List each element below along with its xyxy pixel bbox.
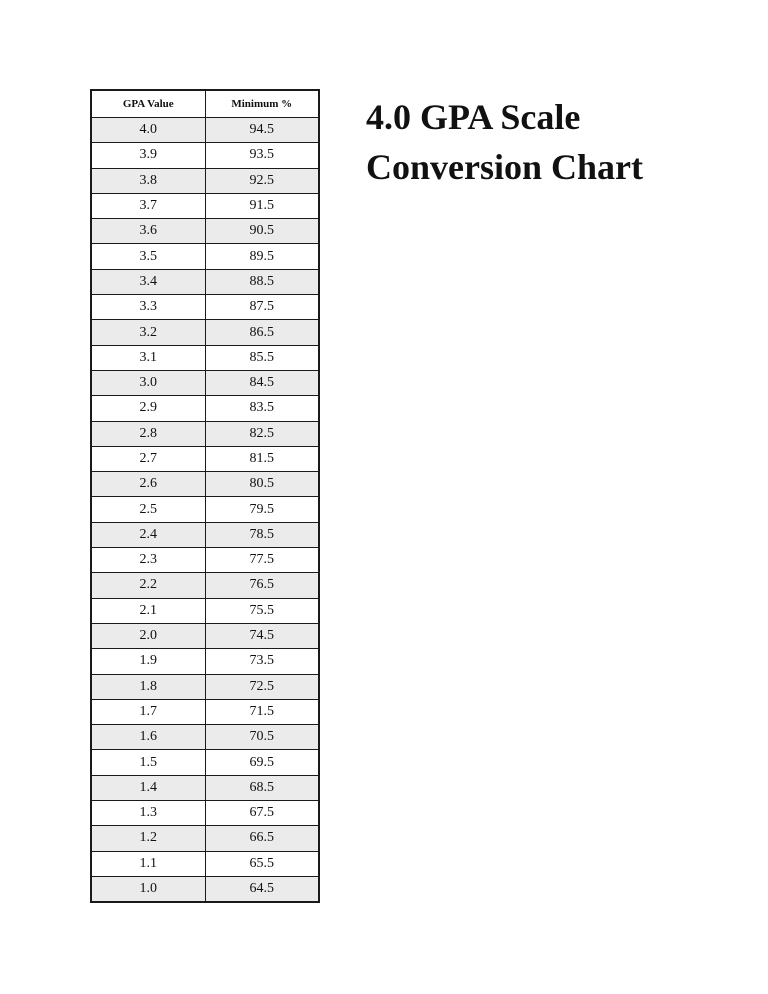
minimum-percent-cell: 84.5 <box>205 370 319 395</box>
minimum-percent-cell: 88.5 <box>205 269 319 294</box>
title-line-2: Conversion Chart <box>366 147 643 187</box>
table-row <box>91 674 319 699</box>
minimum-percent-cell: 75.5 <box>205 598 319 623</box>
minimum-percent-cell: 85.5 <box>205 345 319 370</box>
table-row <box>91 826 319 851</box>
table-row <box>91 725 319 750</box>
minimum-percent-cell: 93.5 <box>205 143 319 168</box>
gpa-value-cell: 1.5 <box>91 750 205 775</box>
gpa-value-cell: 3.5 <box>91 244 205 269</box>
table-row <box>91 699 319 724</box>
minimum-percent-cell: 89.5 <box>205 244 319 269</box>
gpa-value-cell: 1.7 <box>91 699 205 724</box>
table-row <box>91 370 319 395</box>
table-row <box>91 295 319 320</box>
minimum-percent-cell: 67.5 <box>205 801 319 826</box>
minimum-percent-cell: 77.5 <box>205 548 319 573</box>
minimum-percent-cell: 90.5 <box>205 219 319 244</box>
minimum-percent-cell: 82.5 <box>205 421 319 446</box>
table-row <box>91 168 319 193</box>
table-row <box>91 598 319 623</box>
gpa-value-cell: 3.1 <box>91 345 205 370</box>
minimum-percent-cell: 68.5 <box>205 775 319 800</box>
minimum-percent-cell: 79.5 <box>205 497 319 522</box>
table-row <box>91 472 319 497</box>
table-row <box>91 396 319 421</box>
minimum-percent-cell: 72.5 <box>205 674 319 699</box>
table-row <box>91 421 319 446</box>
minimum-percent-cell: 74.5 <box>205 623 319 648</box>
minimum-percent-cell: 69.5 <box>205 750 319 775</box>
header-minimum-percent: Minimum % <box>205 90 319 118</box>
table-row <box>91 345 319 370</box>
gpa-value-cell: 1.2 <box>91 826 205 851</box>
minimum-percent-cell: 91.5 <box>205 193 319 218</box>
table-row <box>91 573 319 598</box>
gpa-value-cell: 2.0 <box>91 623 205 648</box>
gpa-value-cell: 2.9 <box>91 396 205 421</box>
gpa-value-cell: 2.1 <box>91 598 205 623</box>
gpa-value-cell: 1.6 <box>91 725 205 750</box>
gpa-value-cell: 3.8 <box>91 168 205 193</box>
table-row <box>91 750 319 775</box>
table-row <box>91 623 319 648</box>
gpa-conversion-table <box>90 89 320 903</box>
table-row <box>91 497 319 522</box>
table-row <box>91 851 319 876</box>
minimum-percent-cell: 66.5 <box>205 826 319 851</box>
minimum-percent-cell: 64.5 <box>205 876 319 902</box>
gpa-value-cell: 3.0 <box>91 370 205 395</box>
table-row <box>91 801 319 826</box>
gpa-value-cell: 3.9 <box>91 143 205 168</box>
minimum-percent-cell: 87.5 <box>205 295 319 320</box>
page-title <box>366 92 643 192</box>
gpa-value-cell: 2.4 <box>91 522 205 547</box>
minimum-percent-cell: 94.5 <box>205 118 319 143</box>
gpa-value-cell: 3.7 <box>91 193 205 218</box>
table-row <box>91 876 319 902</box>
minimum-percent-cell: 83.5 <box>205 396 319 421</box>
table-row <box>91 269 319 294</box>
gpa-value-cell: 1.9 <box>91 649 205 674</box>
gpa-value-cell: 3.4 <box>91 269 205 294</box>
gpa-value-cell: 3.3 <box>91 295 205 320</box>
gpa-value-cell: 2.6 <box>91 472 205 497</box>
minimum-percent-cell: 81.5 <box>205 446 319 471</box>
gpa-value-cell: 2.8 <box>91 421 205 446</box>
gpa-value-cell: 2.5 <box>91 497 205 522</box>
gpa-value-cell: 3.6 <box>91 219 205 244</box>
table-row <box>91 193 319 218</box>
header-gpa-value: GPA Value <box>91 90 205 118</box>
table-row <box>91 118 319 143</box>
table-row <box>91 548 319 573</box>
gpa-value-cell: 2.3 <box>91 548 205 573</box>
minimum-percent-cell: 92.5 <box>205 168 319 193</box>
minimum-percent-cell: 70.5 <box>205 725 319 750</box>
gpa-value-cell: 1.8 <box>91 674 205 699</box>
gpa-value-cell: 1.3 <box>91 801 205 826</box>
gpa-value-cell: 1.4 <box>91 775 205 800</box>
table-row <box>91 320 319 345</box>
minimum-percent-cell: 73.5 <box>205 649 319 674</box>
table-row <box>91 244 319 269</box>
table-header <box>91 90 319 118</box>
gpa-value-cell: 4.0 <box>91 118 205 143</box>
minimum-percent-cell: 76.5 <box>205 573 319 598</box>
minimum-percent-cell: 65.5 <box>205 851 319 876</box>
table-row <box>91 219 319 244</box>
minimum-percent-cell: 78.5 <box>205 522 319 547</box>
gpa-value-cell: 2.7 <box>91 446 205 471</box>
header-row <box>91 90 319 118</box>
title-line-1: 4.0 GPA Scale <box>366 97 581 137</box>
gpa-value-cell: 1.0 <box>91 876 205 902</box>
minimum-percent-cell: 80.5 <box>205 472 319 497</box>
table-body <box>91 118 319 903</box>
gpa-value-cell: 2.2 <box>91 573 205 598</box>
minimum-percent-cell: 86.5 <box>205 320 319 345</box>
table-row <box>91 522 319 547</box>
gpa-value-cell: 1.1 <box>91 851 205 876</box>
table-row <box>91 446 319 471</box>
minimum-percent-cell: 71.5 <box>205 699 319 724</box>
table-row <box>91 649 319 674</box>
table-row <box>91 775 319 800</box>
table-row <box>91 143 319 168</box>
gpa-value-cell: 3.2 <box>91 320 205 345</box>
